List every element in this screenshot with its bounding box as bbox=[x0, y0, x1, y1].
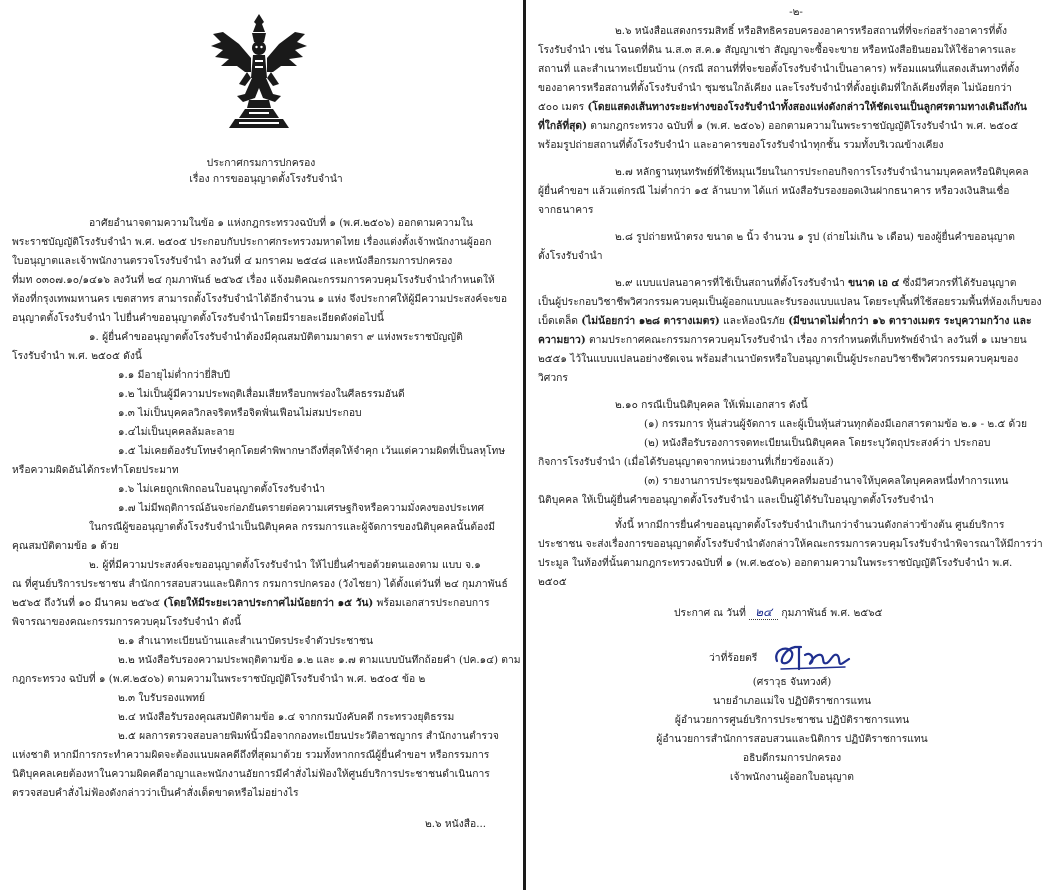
item-2-9-line: เบ็ดเตล็ด (ไม่น้อยกว่า ๑๒๘ ตารางเมตร) และห้องนิรภัย (มีขนาดไม่ต่ำกว่า ๑๖ ตารางเมตร ระบุความกว้าง และ bbox=[538, 315, 1032, 327]
item-2-10-line: ๒.๑๐ กรณีเป็นนิติบุคคล ให้เพิ่มเอกสาร ดังนี้ bbox=[615, 399, 808, 411]
continued-marker: ๒.๖ หนังสือ... bbox=[425, 818, 487, 830]
route-requirement-bold: (โดยแสดงเส้นทางระยะห่างของโรงรับจำนำทั้งสองแห่งดังกล่าวให้ชัดเจนเป็นลูกศรตามทางเดินถึงกัน bbox=[587, 101, 1027, 113]
qualification-item: ๑.๔ไม่เป็นบุคคลล้มละลาย bbox=[118, 426, 235, 438]
announcement-period-bold: (โดยให้มีระยะเวลาประกาศไม่น้อยกว่า ๑๕ วัน) bbox=[163, 597, 374, 609]
item-2-8-line: ๒.๘ รูปถ่ายหน้าตรง ขนาด ๒ นิ้ว จำนวน ๑ รูป (ถ่ายไม่เกิน ๖ เดือน) ของผู้ยื่นคำขออนุญาต bbox=[615, 231, 1015, 243]
closing-line: ๒๕๐๕ bbox=[538, 576, 567, 588]
document-item: นิติบุคคลเคยต้องหาในความผิดคดีอาญาและพนักงานอัยการมีคำสั่งไม่ฟ้องให้ศูนย์บริการประชาชนดำเนินการ bbox=[12, 768, 490, 780]
corporate-document-item: (๑) กรรมการ หุ้นส่วนผู้จัดการ และผู้เป็นหุ้นส่วนทุกต้องมีเอกสารตามข้อ ๒.๑ - ๒.๕ ด้วย bbox=[644, 418, 1028, 430]
document-item: กฎกระทรวง ฉบับที่ ๑ (พ.ศ.๒๕๐๖) ตามความในพระราชบัญญัติโรงรับจำนำ พ.ศ. ๒๕๐๕ ข้อ ๒ bbox=[12, 673, 426, 685]
closing-line: ประมูล ในท้องที่นั้นตามกฎกระทรวงฉบับที่ ๑ (พ.ศ.๒๕๐๖) ออกตามความในพระราชบัญญัติโรงรับจำนำ พ.ศ. bbox=[538, 557, 1013, 569]
qualification-item: ๑.๖ ไม่เคยถูกเพิกถอนใบอนุญาตตั้งโรงรับจำนำ bbox=[118, 483, 326, 495]
signer-name: (ศราวุธ จันทวงศ์) bbox=[752, 676, 832, 688]
corporate-document-item: (๓) รายงานการประชุมของนิติบุคคลที่มอบอำนาจให้บุคคลใดบุคคลหนึ่งทำการแทน bbox=[644, 475, 1009, 487]
closing-line: ทั้งนี้ หากมีการยื่นคำขออนุญาตตั้งโรงรับจำนำเกินกว่าจำนวนดังกล่าวข้างต้น ศูนย์บริการ bbox=[615, 519, 1005, 531]
qualification-item: ๑.๗ ไม่มีพฤติการณ์อันจะก่อภยันตรายต่อความเศรษฐกิจหรือความมั่งคงของประเทศ bbox=[118, 502, 485, 514]
document-item: ๒.๒ หนังสือรับรองความประพฤติตามข้อ ๑.๒ และ ๑.๗ ตามแบบบันทึกถ้อยคำ (ปค.๑๔) ตาม bbox=[118, 654, 521, 666]
signature-icon bbox=[771, 641, 853, 675]
document-item: ๒.๑ สำเนาทะเบียนบ้านและสำเนาบัตรประจำตัวประชาชน bbox=[118, 635, 373, 647]
item-2-9-line: ๒๕๕๑ ไว้ในแบบแปลนอย่างชัดเจน พร้อมสำเนาบัตรหรือใบอนุญาตเป็นผู้ประกอบวิชาชีพวิศวกรรมควบคุมของ bbox=[538, 353, 1019, 365]
item-2-7-line: จากธนาคาร bbox=[538, 204, 594, 216]
section-1-line: ๑. ผู้ยื่นคำขออนุญาตตั้งโรงรับจำนำต้องมีคุณสมบัติตามมาตรา ๙ แห่งพระราชบัญญัติ bbox=[89, 331, 463, 343]
document-item: แห่งชาติ หากมีการกระทำความผิดจะต้องแนบผลคดีถึงที่สุดมาด้วย รวมทั้งหากกรณีผู้ยื่นคำขอฯ หรือกรรมการ bbox=[12, 749, 490, 761]
qualification-item: ๑.๑ มีอายุไม่ต่ำกว่ายี่สิบปี bbox=[118, 369, 231, 381]
item-2-9-line: ๒.๙ แบบแปลนอาคารที่ใช้เป็นสถานที่ตั้งโรงรับจำนำ ขนาด เอ ๔ ซึ่งมีวิศวกรที่ได้รับอนุญาต bbox=[615, 277, 1017, 289]
signer-title: นายอำเภอแม่ใจ ปฏิบัติราชการแทน bbox=[712, 695, 872, 707]
intro-line: พระราชบัญญัติโรงรับจำนำ พ.ศ. ๒๕๐๕ ประกอบกับประกาศกระทรวงมหาดไทย เรื่องแต่งตั้งเจ้าพนักงานผู้ออก bbox=[12, 236, 492, 248]
signer-title: เจ้าพนักงานผู้ออกใบอนุญาต bbox=[730, 771, 854, 783]
document-item: ๒.๓ ใบรับรองแพทย์ bbox=[118, 692, 205, 704]
announcement-date: ประกาศ ณ วันที่ ๒๔ กุมภาพันธ์ พ.ศ. ๒๕๖๕ bbox=[674, 605, 883, 619]
item-2-9-line: วิศวกร bbox=[538, 372, 568, 384]
section-1-line: โรงรับจำนำ พ.ศ. ๒๕๐๕ ดังนี้ bbox=[12, 350, 142, 362]
intro-line: อาศัยอำนาจตามความในข้อ ๑ แห่งกฎกระทรวงฉบับที่ ๑ (พ.ศ.๒๕๐๖) ออกตามความใน bbox=[89, 217, 473, 229]
item-2-7-line: ผู้ยื่นคำขอฯ แล้วแต่กรณี ไม่ต่ำกว่า ๑๕ ล้านบาท ได้แก่ หนังสือรับรองยอดเงินฝากธนาคาร หรือวงเงินสินเชื่อ bbox=[538, 185, 1010, 197]
closing-line: ประชาชน จะส่งเรื่องการขออนุญาตตั้งโรงรับจำนำดังกล่าวให้คณะกรรมการควบคุมโรงรับจำนำพิจารณาให้มีการว่า bbox=[538, 538, 1043, 550]
intro-line: อนุญาตตั้งโรงรับจำนำ ไปยื่นคำขออนุญาตตั้งโรงรับจำนำโดยมีรายละเอียดดังต่อไปนี้ bbox=[12, 312, 384, 324]
signer-rank: ว่าที่ร้อยตรี bbox=[709, 652, 758, 664]
document-item: ๒.๕ ผลการตรวจสอบลายพิมพ์นิ้วมือจากกองทะเบียนประวัติอาชญากร สำนักงานตำรวจ bbox=[118, 730, 499, 742]
corporate-note-line: ในกรณีผู้ขออนุญาตตั้งโรงรับจำนำเป็นนิติบุคคล กรรมการและผู้จัดการของนิติบุคคลนั้นต้องมี bbox=[89, 521, 496, 533]
page-left bbox=[0, 0, 523, 890]
document-item: ๒.๔ หนังสือรับรองคุณสมบัติตามข้อ ๑.๔ จากกรมบังคับคดี กระทรวงยุติธรรม bbox=[118, 711, 455, 723]
announcement-day-handwritten: ๒๔ bbox=[749, 605, 778, 620]
corporate-document-item: กิจการโรงรับจำนำ (เมื่อได้รับอนุญาตจากหน่วยงานที่เกี่ยวข้องแล้ว) bbox=[538, 456, 834, 468]
corporate-document-item: นิติบุคคล ให้เป็นผู้ยื่นคำขออนุญาตตั้งโรงรับจำนำ และเป็นผู้ได้รับใบอนุญาตตั้งโรงรับจำนำ bbox=[538, 494, 934, 506]
announcement-subject: เรื่อง การขออนุญาตตั้งโรงรับจำนำ bbox=[189, 173, 343, 185]
page-number: -๒- bbox=[789, 6, 803, 18]
item-2-6-line: สถานที่ และสำเนาทะเบียนบ้าน (กรณี สถานที่ที่จะขอตั้งโรงรับจำนำเป็นอาคาร) พร้อมแผนที่แสดงเส้นทางที่ตั้ง bbox=[538, 63, 1020, 75]
item-2-9-line: ความยาว) ตามประกาศคณะกรรมการควบคุมโรงรับจำนำ เรื่อง การกำหนดที่เก็บทรัพย์จำนำ ลงวันที่ ๑ เมษายน bbox=[538, 334, 1027, 346]
item-2-6-line: ๕๐๐ เมตร (โดยแสดงเส้นทางระยะห่างของโรงรับจำนำทั้งสองแห่งดังกล่าวให้ชัดเจนเป็นลูกศรตามทางเดินถึงกัน bbox=[538, 101, 1027, 113]
signer-title: อธิบดีกรมการปกครอง bbox=[742, 752, 842, 764]
section-2-line: พิจารณาของคณะกรรมการควบคุมโรงรับจำนำ ดังนี้ bbox=[12, 616, 242, 628]
qualification-item: หรือความผิดอันได้กระทำโดยประมาท bbox=[12, 464, 179, 476]
intro-line: ท้องที่กรุงเทพมหานคร เขตสาทร สามารถตั้งโรงรับจำนำได้อีกจำนวน ๑ แห่ง จึงประกาศให้ผู้มีความประสงค์จะขอ bbox=[12, 293, 508, 305]
corporate-note-line: คุณสมบัติตามข้อ ๑ ด้วย bbox=[12, 540, 119, 552]
section-2-line: ๒. ผู้ที่มีความประสงค์จะขออนุญาตตั้งโรงรับจำนำ ให้ไปยื่นคำขอด้วยตนเองตาม แบบ จ.๑ bbox=[89, 559, 481, 571]
item-2-7-line: ๒.๗ หลักฐานทุนทรัพย์ที่ใช้หมุนเวียนในการประกอบกิจการโรงรับจำนำนามบุคคลหรือนิติบุคคล bbox=[615, 166, 1029, 178]
announcement-title: ประกาศกรมการปกครอง bbox=[206, 157, 316, 169]
page-right bbox=[526, 0, 1050, 890]
intro-line: ใบอนุญาตและเจ้าพนักงานตรวจโรงรับจำนำ ลงวันที่ ๔ มกราคม ๒๕๔๘ และหนังสือกรมการปกครอง bbox=[12, 255, 453, 267]
intro-line: ที่มท ๐๓๐๗.๑๐/๑๔๑๖ ลงวันที่ ๒๔ กุมภาพันธ์ ๒๕๖๕ เรื่อง แจ้งมติคณะกรรมการควบคุมโรงรับจำนำกำหนดให้ bbox=[12, 274, 495, 286]
item-2-6-line: โรงรับจำนำ เช่น โฉนดที่ดิน น.ส.๓ ส.ค.๑ สัญญาเช่า สัญญาจะซื้อจะขาย หรือหนังสือยินยอมให้ใช้อาคารและ bbox=[538, 44, 1017, 56]
signer-title: ผู้อำนวยการศูนย์บริการประชาชน ปฏิบัติราชการแทน bbox=[674, 714, 910, 726]
item-2-6-line: ของอาคารหรือสถานที่ตั้งโรงรับจำนำ ชุมชนใกล้เคียง และโรงรับจำนำที่ตั้งอยู่เดิมที่ใกล้เคียงที่สุด ไม่น้อยกว่า bbox=[538, 82, 1012, 94]
garuda-emblem-icon bbox=[207, 12, 311, 132]
item-2-6-line: ๒.๖ หนังสือแสดงกรรมสิทธิ์ หรือสิทธิครอบครองอาคารหรือสถานที่ที่จะก่อสร้างอาคารที่ตั้ง bbox=[615, 25, 1008, 37]
qualification-item: ๑.๕ ไม่เคยต้องรับโทษจำคุกโดยคำพิพากษาถึงที่สุดให้จำคุก เว้นแต่ความผิดที่เป็นลหุโทษ bbox=[118, 445, 506, 457]
qualification-item: ๑.๓ ไม่เป็นบุคคลวิกลจริตหรือจิตฟั่นเฟือนไม่สมประกอบ bbox=[118, 407, 362, 419]
item-2-6-line: พร้อมรูปถ่ายสถานที่ตั้งโรงรับจำนำ และอาคารของโรงรับจำนำทุกชั้น รวมทั้งบริเวณข้างเคียง bbox=[538, 139, 944, 151]
section-2-line: ณ ที่ศูนย์บริการประชาชน สำนักการสอบสวนและนิติการ กรมการปกครอง (วังไชยา) ได้ตั้งแต่วันที่ ๒๔ กุมภาพันธ์ bbox=[12, 578, 508, 590]
item-2-8-line: ตั้งโรงรับจำนำ bbox=[538, 250, 603, 262]
item-2-6-line: ที่ใกล้ที่สุด) ตามกฎกระทรวง ฉบับที่ ๑ (พ.ศ. ๒๕๐๖) ออกตามความในพระราชบัญญัติโรงรับจำนำ พ.ศ. ๒๕๐๕ bbox=[538, 120, 1019, 132]
item-2-9-line: เป็นผู้ประกอบวิชาชีพวิศวกรรมควบคุมเป็นผู้ออกแบบและรับรองแบบแปลน โดยระบุพื้นที่ใช้สอยรวมพื้นที่ห้องเก็บของ bbox=[538, 296, 1042, 308]
section-2-line: ๒๕๖๕ ถึงวันที่ ๑๐ มีนาคม ๒๕๖๕ (โดยให้มีระยะเวลาประกาศไม่น้อยกว่า ๑๕ วัน) พร้อมเอกสารประกอบการ bbox=[12, 597, 490, 609]
document-item: ตรวจสอบคำสั่งไม่ฟ้องดังกล่าวว่าเป็นคำสั่งเด็ดขาดหรือไม่อย่างไร bbox=[12, 787, 299, 799]
signer-title: ผู้อำนวยการสำนักการสอบสวนและนิติการ ปฏิบัติราชการแทน bbox=[656, 733, 928, 745]
corporate-document-item: (๒) หนังสือรับรองการจดทะเบียนเป็นนิติบุคคล โดยระบุวัตถุประสงค์ว่า ประกอบ bbox=[644, 437, 991, 449]
qualification-item: ๑.๒ ไม่เป็นผู้มีความประพฤติเสื่อมเสียหรือบกพร่องในศีลธรรมอันดี bbox=[118, 388, 405, 400]
